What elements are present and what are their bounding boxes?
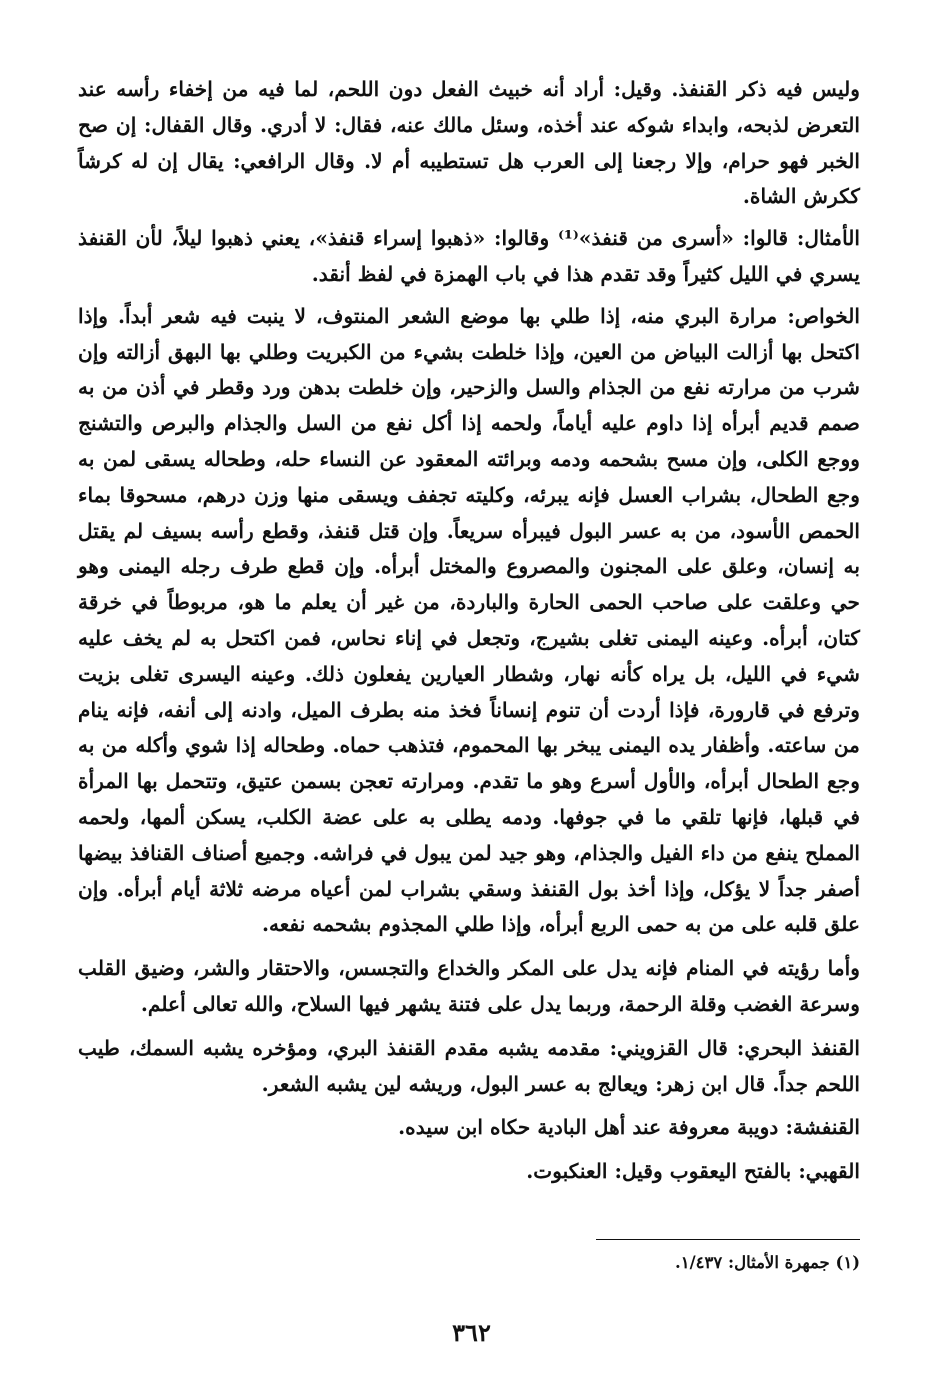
heading-qahbi: القهبي:: [798, 1159, 860, 1184]
heading-qunfusha: القنفشة:: [785, 1115, 860, 1140]
heading-proverbs: الأمثال:: [796, 226, 860, 251]
main-text-block: [78, 72, 860, 1190]
paragraph-intro-text: وليس فيه ذكر القنفذ. وقيل: أراد أنه خبيث الفعل دون اللحم، لما فيه من إخفاء رأسه عند التعرض لذبحه، وابداء شوكه عند أخذه، وسئل مالك عنه، فقال: لا أدري. وقال القفال: إن صح الخبر فهو حرام، وإلا رجعنا إلى العرب هل تستطيبه أم لا. وقال الرافعي: يقال إن له كرشاً ككرش الشاة.: [78, 77, 860, 209]
footnote: [460, 1250, 860, 1276]
heading-dream: وأما رؤيته في المنام: [686, 956, 860, 981]
footnote-marker: (١): [835, 1253, 860, 1272]
footnote-divider: [596, 1239, 860, 1240]
heading-properties: الخواص:: [787, 303, 860, 328]
paragraph-proverbs: [78, 221, 860, 293]
paragraph-qahbi: [78, 1154, 860, 1190]
paragraph-properties: [78, 299, 860, 943]
page-number: ٣٦٢: [452, 1318, 491, 1347]
paragraph-dream: [78, 951, 860, 1023]
paragraph-properties-text: مرارة البري منه، إذا طلي بها موضع الشعر المنتوف، لا ينبت فيه شعر أبداً. وإذا اكتحل بها أزالت البياض من العين، وإذا خلطت بشيء من الكبريت وطلي بها البهق أزالته وإن شرب من مرارته نفع من الجذام والسل والزحير، وإن خلطت بدهن ورد وقطر في أذن من به صمم قديم أبرأه إذا داوم عليه أياماً، ولحمه إذا أكل نفع من السل والجذام والبرص والتشنج ووجع الكلى، وإن مسح بشحمه ودمه وبرائته المعقود عن النساء حله، وطحاله يسقى لمن به وجع الطحال، بشراب العسل فإنه يبرئه، وكليته تجفف ويسقى منها وزن درهم، مسحوقا بماء الحمص الأسود، من به عسر البول فيبرأه سريعاً. وإن قتل قنفذ، وقطع رأسه بسيف لم يقتل به إنسان، وعلق على المجنون والمصروع والمختل أبرأه. وإن قطع طرف رجله اليمنى وهو حي وعلقت على صاحب الحمى الحارة والباردة، من غير أن يعلم ما هو، مربوطاً في خرقة كتان، أبرأه. وعينه اليمنى تغلى بشيرج، وتجعل في إناء نحاس، فمن اكتحل به لم يخف عليه شيء في الليل، بل يراه كأنه نهار، وشطار العيارين يفعلون ذلك. وعينه اليسرى تغلى بزيت وترفع في قارورة، فإذا أردت أن تنوم إنساناً فخذ منه بطرف الميل، وادنه إلى أنفه، فإنه ينام من ساعته. وأظفار يده اليمنى يبخر بها المحموم، فتذهب حماه. وطحاله إذا شوي وأكله من به وجع الطحال أبرأه، والأول أسرع وهو ما تقدم. ومرارته تعجن بسمن عتيق، وتتحمل بها المرأة في قبلها، فإنها تلقي ما في جوفها. ودمه يطلى به على عضة الكلب، يسكن ألمها، ولحمه المملح ينفع من داء الفيل والجذام، وهو جيد لمن يبول في فراشه. وجميع أصناف القنافذ بيضها أصفر جداً لا يؤكل، وإذا أخذ بول القنفذ وسقي بشراب لمن أعياه مرضه ثلاثة أيام أبرأه. وإن علق قلبه على من به حمى الربع أبرأه، وإذا طلي المجذوم بشحمه نفعه.: [78, 303, 860, 937]
paragraph-qunfusha: [78, 1110, 860, 1146]
paragraph-proverbs-text: قالوا: «أسرى من قنفذ»⁽¹⁾ وقالوا: «ذهبوا إسراء قنفذ»، يعني ذهبوا ليلاً، لأن القنفذ يسري في الليل كثيراً وقد تقدم هذا في باب الهمزة في لفظ أنقد.: [78, 226, 860, 286]
paragraph-qunfusha-text: دويبة معروفة عند أهل البادية حكاه ابن سيده.: [398, 1115, 786, 1140]
paragraph-sea-hedgehog-text: قال القزويني: مقدمه يشبه مقدم القنفذ البري، ومؤخره يشبه السمك، طيب اللحم جداً. قال ابن زهر: ويعالج به عسر البول، وريشه لين يشبه الشعر.: [78, 1035, 860, 1096]
paragraph-qahbi-text: بالفتح اليعقوب وقيل: العنكبوت.: [526, 1159, 799, 1184]
paragraph-sea-hedgehog: [78, 1031, 860, 1103]
heading-sea-hedgehog: القنفذ البحري:: [736, 1035, 860, 1060]
footnote-text: جمهرة الأمثال: ١/٤٣٧.: [675, 1253, 830, 1272]
paragraph-intro: [78, 72, 860, 215]
paragraph-dream-text: فإنه يدل على المكر والخداع والتجسس، والاحتقار والشر، وضيق القلب وسرعة الغضب وقلة الرحمة، وربما يدل على فتنة يشهر فيها السلاح، والله تعالى أعلم.: [78, 956, 860, 1016]
